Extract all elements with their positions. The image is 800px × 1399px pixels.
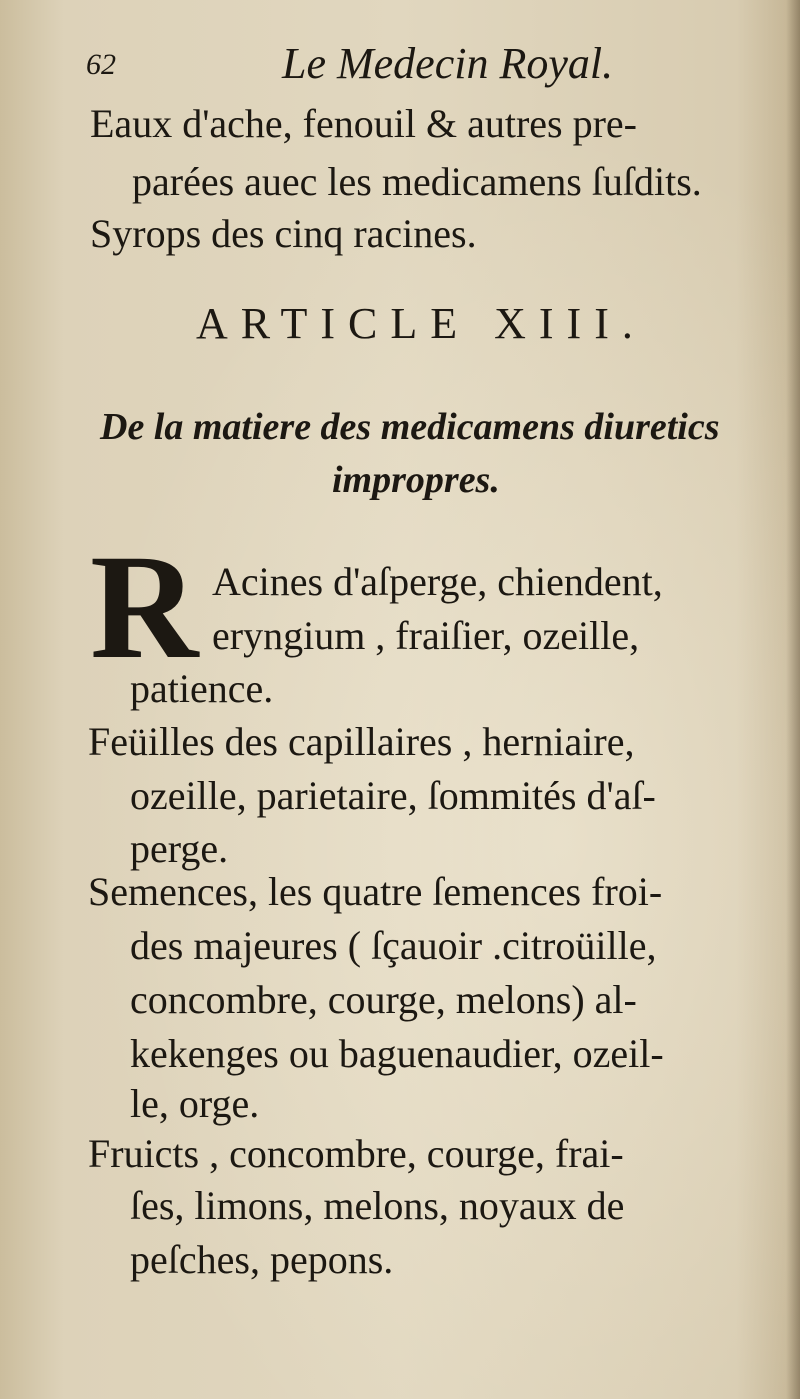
article-subtitle: De la matiere des medicamens diuretics <box>100 406 720 448</box>
text-line: parées auec les medicamens ſuſdits. <box>132 159 702 204</box>
text-line: Fruicts , concombre, courge, frai- <box>88 1131 624 1176</box>
text-line: Syrops des cinq racines. <box>90 211 477 256</box>
text-line: patience. <box>130 666 274 711</box>
text-line: eryngium , fraiſier, ozeille, <box>212 613 640 658</box>
page-edge-shadow <box>786 0 800 1399</box>
text-line: perge. <box>130 826 229 871</box>
article-subtitle: impropres. <box>332 459 500 501</box>
drop-cap: R <box>90 524 199 690</box>
text-line: kekenges ou baguenaudier, ozeil- <box>130 1031 664 1076</box>
page-header <box>86 38 726 98</box>
text-line: ozeille, parietaire, ſommités d'aſ- <box>130 773 656 818</box>
text-line: concombre, courge, melons) al- <box>130 977 637 1022</box>
page-number: 62 <box>86 48 116 81</box>
text-line: ſes, limons, melons, noyaux de <box>130 1183 625 1228</box>
text-line: Feüilles des capillaires , herniaire, <box>88 719 635 764</box>
text-line: des majeures ( ſçauoir .citroüille, <box>130 923 657 968</box>
text-line: Eaux d'ache, fenouil & autres pre- <box>90 101 637 146</box>
text-line: Semences, les quatre ſemences froi- <box>88 869 663 914</box>
text-line: peſches, pepons. <box>130 1237 394 1282</box>
text-line: le, orge. <box>130 1081 260 1126</box>
running-title: Le Medecin Royal. <box>282 39 614 88</box>
article-heading: ARTICLE XIII. <box>196 299 646 348</box>
text-line: Acines d'aſperge, chiendent, <box>212 559 663 604</box>
